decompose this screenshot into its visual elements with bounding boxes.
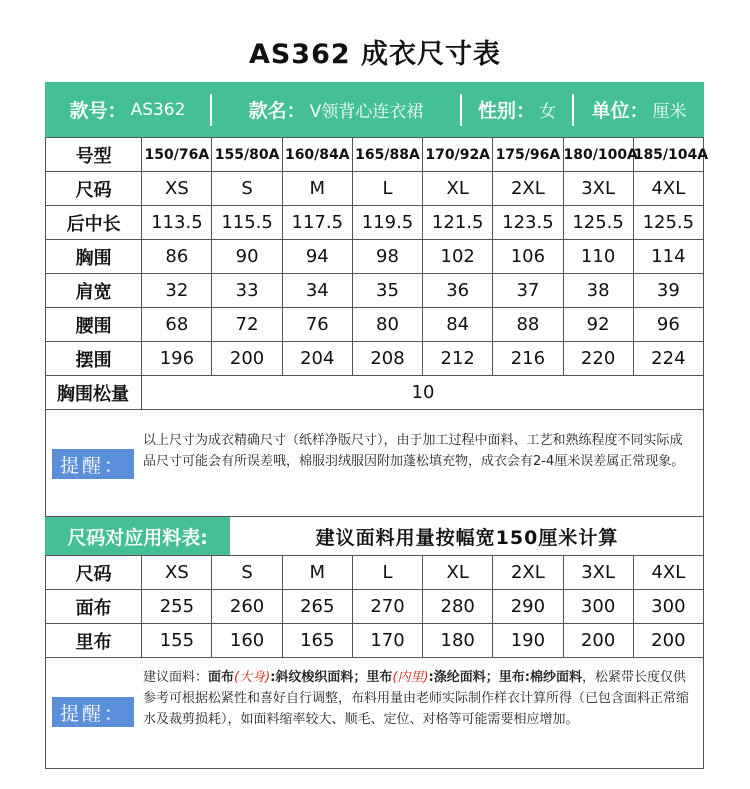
table-row: [46, 590, 704, 624]
table-row: [46, 172, 704, 206]
table-cell: 88: [493, 308, 563, 342]
fabric-heading: 建议面料用量按幅宽150厘米计算: [315, 526, 619, 549]
style-no-value: AS362: [130, 99, 186, 120]
table-cell: 185/104A: [633, 138, 703, 172]
table-cell: 204: [282, 342, 352, 376]
row-label: 里布: [46, 624, 142, 658]
note-highlight: (内里): [392, 670, 429, 685]
row-label: 胸围: [46, 240, 142, 274]
table-cell: 121.5: [423, 206, 493, 240]
table-cell: 190: [493, 624, 563, 658]
table-cell: 3XL: [563, 556, 633, 590]
table-row: [46, 240, 704, 274]
table-cell: 155/80A: [212, 138, 282, 172]
table-cell: 290: [493, 590, 563, 624]
table-row: [46, 342, 704, 376]
ease-value: 10: [411, 382, 435, 403]
fabric-table: [45, 555, 704, 658]
table-cell: 98: [352, 240, 422, 274]
table-cell: 115.5: [212, 206, 282, 240]
table-cell: XS: [142, 172, 212, 206]
table-cell: 200: [212, 342, 282, 376]
table-cell: 117.5: [282, 206, 352, 240]
style-name-label: 款名：: [248, 100, 306, 122]
unit-label: 单位：: [591, 100, 649, 122]
table-cell: 2XL: [493, 556, 563, 590]
table-cell: 160/84A: [282, 138, 352, 172]
table-cell: 90: [212, 240, 282, 274]
table-cell: 3XL: [563, 172, 633, 206]
style-no: [45, 82, 210, 137]
style-name: [212, 82, 460, 137]
page-title: AS362 成衣尺寸表: [248, 39, 502, 70]
table-cell: 76: [282, 308, 352, 342]
table-cell: 260: [212, 590, 282, 624]
table-cell: S: [212, 556, 282, 590]
table-cell: 216: [493, 342, 563, 376]
table-cell: L: [352, 556, 422, 590]
table-cell: 123.5: [493, 206, 563, 240]
style-name-value: V领背心连衣裙: [309, 102, 424, 122]
table-cell: 180: [423, 624, 493, 658]
table-cell: 106: [493, 240, 563, 274]
table-cell: 94: [282, 240, 352, 274]
table-cell: 86: [142, 240, 212, 274]
table-row: [46, 556, 704, 590]
table-cell: 102: [423, 240, 493, 274]
table-cell: 33: [212, 274, 282, 308]
table-cell: 170: [352, 624, 422, 658]
table-cell: M: [282, 556, 352, 590]
gender-label: 性别：: [477, 100, 535, 122]
table-cell: 155: [142, 624, 212, 658]
ease-row: [45, 376, 704, 410]
table-row: [46, 206, 704, 240]
table-cell: 119.5: [352, 206, 422, 240]
table-row: [46, 274, 704, 308]
gender-value: 女: [539, 102, 556, 122]
row-label: 摆围: [46, 342, 142, 376]
reminder-text: 以上尺寸为成衣精确尺寸（纸样净版尺寸），由于加工过程中面料、工艺和熟练程度不同实际成品尺寸可能会有所误差哦，棉服羽绒服因附加蓬松填充物，成衣会有2-4厘米误差属正常现象。: [143, 433, 685, 469]
table-cell: 200: [563, 624, 633, 658]
info-header: [45, 82, 704, 137]
note-text: ，松紧带长度仅供参考可根据松紧性和喜好自行调整，布料用量由老师实际制作样衣计算所得（已包含面料正常缩水及裁剪损耗），如面料缩率较大、顺毛、定位、对格等可能需要相应增加。: [143, 670, 690, 727]
style-no-label: 款号：: [69, 100, 127, 122]
table-cell: 255: [142, 590, 212, 624]
table-cell: 4XL: [633, 556, 703, 590]
note-text: :斜纹梭织面料；里布: [270, 670, 393, 685]
fabric-note: [143, 667, 698, 730]
row-label: 后中长: [46, 206, 142, 240]
table-row: [46, 138, 704, 172]
row-label: 面布: [46, 590, 142, 624]
table-cell: 114: [633, 240, 703, 274]
table-cell: 125.5: [633, 206, 703, 240]
note-text: :涤纶面料；里布:棉纱面料: [428, 670, 582, 685]
fabric-tab: 尺码对应用料表:: [45, 517, 230, 555]
table-cell: 84: [423, 308, 493, 342]
table-cell: 125.5: [563, 206, 633, 240]
table-cell: XL: [423, 172, 493, 206]
table-cell: 224: [633, 342, 703, 376]
row-label: 号型: [46, 138, 142, 172]
table-cell: XL: [423, 556, 493, 590]
table-cell: 300: [563, 590, 633, 624]
table-cell: S: [212, 172, 282, 206]
table-cell: 34: [282, 274, 352, 308]
table-cell: 180/100A: [563, 138, 633, 172]
row-label: 腰围: [46, 308, 142, 342]
table-cell: 170/92A: [423, 138, 493, 172]
reminder-badge: 提醒：: [52, 449, 134, 479]
unit-value: 厘米: [652, 102, 687, 122]
table-cell: 175/96A: [493, 138, 563, 172]
row-label: 肩宽: [46, 274, 142, 308]
size-table: [45, 137, 709, 376]
table-cell: 110: [563, 240, 633, 274]
gender: [462, 82, 572, 137]
note-highlight: (大身): [234, 670, 271, 685]
table-cell: 220: [563, 342, 633, 376]
table-cell: 68: [142, 308, 212, 342]
table-cell: 4XL: [633, 172, 703, 206]
table-cell: 208: [352, 342, 422, 376]
table-cell: 160: [212, 624, 282, 658]
row-label: 尺码: [46, 172, 142, 206]
reminder-badge-2: 提醒：: [52, 697, 134, 727]
table-cell: 36: [423, 274, 493, 308]
table-cell: M: [282, 172, 352, 206]
table-cell: 165: [282, 624, 352, 658]
table-cell: 200: [633, 624, 703, 658]
table-cell: 196: [142, 342, 212, 376]
unit: [574, 82, 704, 137]
ease-label: 胸围松量: [45, 376, 142, 409]
table-cell: 92: [563, 308, 633, 342]
table-cell: 165/88A: [352, 138, 422, 172]
table-cell: 113.5: [142, 206, 212, 240]
table-cell: 32: [142, 274, 212, 308]
table-cell: 2XL: [493, 172, 563, 206]
note-text: 面布: [208, 670, 235, 685]
table-cell: 80: [352, 308, 422, 342]
table-row: [46, 308, 704, 342]
table-cell: L: [352, 172, 422, 206]
table-cell: 150/76A: [142, 138, 212, 172]
table-cell: 270: [352, 590, 422, 624]
table-cell: 37: [493, 274, 563, 308]
row-label: 尺码: [46, 556, 142, 590]
table-cell: 35: [352, 274, 422, 308]
table-cell: XS: [142, 556, 212, 590]
table-cell: 300: [633, 590, 703, 624]
table-cell: 280: [423, 590, 493, 624]
table-cell: 38: [563, 274, 633, 308]
table-cell: 72: [212, 308, 282, 342]
table-cell: 265: [282, 590, 352, 624]
table-row: [46, 624, 704, 658]
note-text: 建议面料：: [143, 670, 209, 685]
fabric-section-header: [45, 516, 704, 555]
table-cell: 96: [633, 308, 703, 342]
table-cell: 212: [423, 342, 493, 376]
table-cell: 39: [633, 274, 703, 308]
